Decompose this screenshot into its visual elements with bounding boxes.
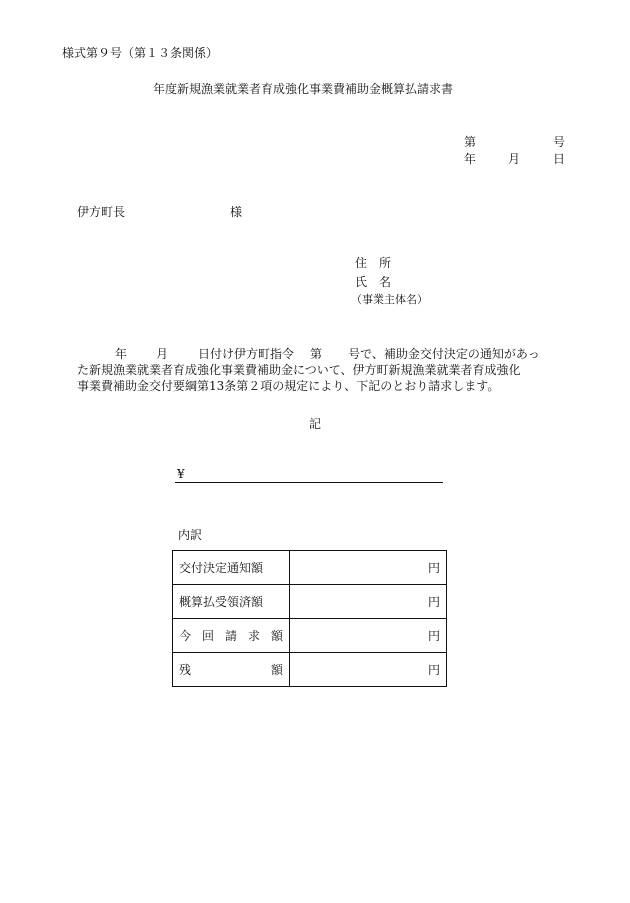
body-dai: 第 xyxy=(310,347,323,361)
ki-heading: 記 xyxy=(309,417,322,431)
date-day-label: 日 xyxy=(553,152,566,166)
breakdown-label: 内訳 xyxy=(178,528,203,542)
addressee-name: 伊方町長 xyxy=(77,205,126,219)
breakdown-row-label: 概算払受領済額 xyxy=(173,585,290,619)
breakdown-row-label: 残 額 xyxy=(173,653,290,687)
form-number: 様式第９号（第１３条関係） xyxy=(62,46,219,60)
doc-number-suffix: 号 xyxy=(553,135,566,149)
applicant-address-label: 住 所 xyxy=(355,256,392,270)
amount-line xyxy=(175,466,443,483)
breakdown-row-label: 今 回 請 求 額 xyxy=(173,619,290,653)
date-year-label: 年 xyxy=(464,152,477,166)
yen-sign: ¥ xyxy=(177,467,185,481)
applicant-name-label: 氏 名 xyxy=(355,275,392,289)
breakdown-row-value: 円 xyxy=(290,619,447,653)
breakdown-row-value: 円 xyxy=(290,585,447,619)
date-month-label: 月 xyxy=(508,152,521,166)
body-month: 月 xyxy=(156,347,169,361)
addressee-honorific: 様 xyxy=(230,205,243,219)
table-row xyxy=(173,653,447,687)
body-line-1-rest: 号で、補助金交付決定の通知があっ xyxy=(348,347,540,361)
table-row xyxy=(173,619,447,653)
table-row xyxy=(173,551,447,585)
body-line-3: 事業費補助金交付要綱第13条第２項の規定により、下記のとおり請求します。 xyxy=(77,379,500,393)
table-row xyxy=(173,585,447,619)
breakdown-row-label: 交付決定通知額 xyxy=(173,551,290,585)
doc-number-prefix: 第 xyxy=(464,135,477,149)
body-line-1 xyxy=(77,346,577,362)
breakdown-table xyxy=(172,550,447,687)
body-line-2: た新規漁業就業者育成強化事業費補助金について、伊方町新規漁業就業者育成強化 xyxy=(77,363,521,377)
breakdown-row-value: 円 xyxy=(290,653,447,687)
applicant-entity-note: （事業主体名） xyxy=(351,293,428,306)
breakdown-row-value: 円 xyxy=(290,551,447,585)
body-year: 年 xyxy=(115,347,128,361)
body-day-ref: 日付け伊方町指令 xyxy=(198,347,295,361)
document-title: 年度新規漁業就業者育成強化事業費補助金概算払請求書 xyxy=(153,82,454,96)
request-body-text xyxy=(77,346,577,394)
